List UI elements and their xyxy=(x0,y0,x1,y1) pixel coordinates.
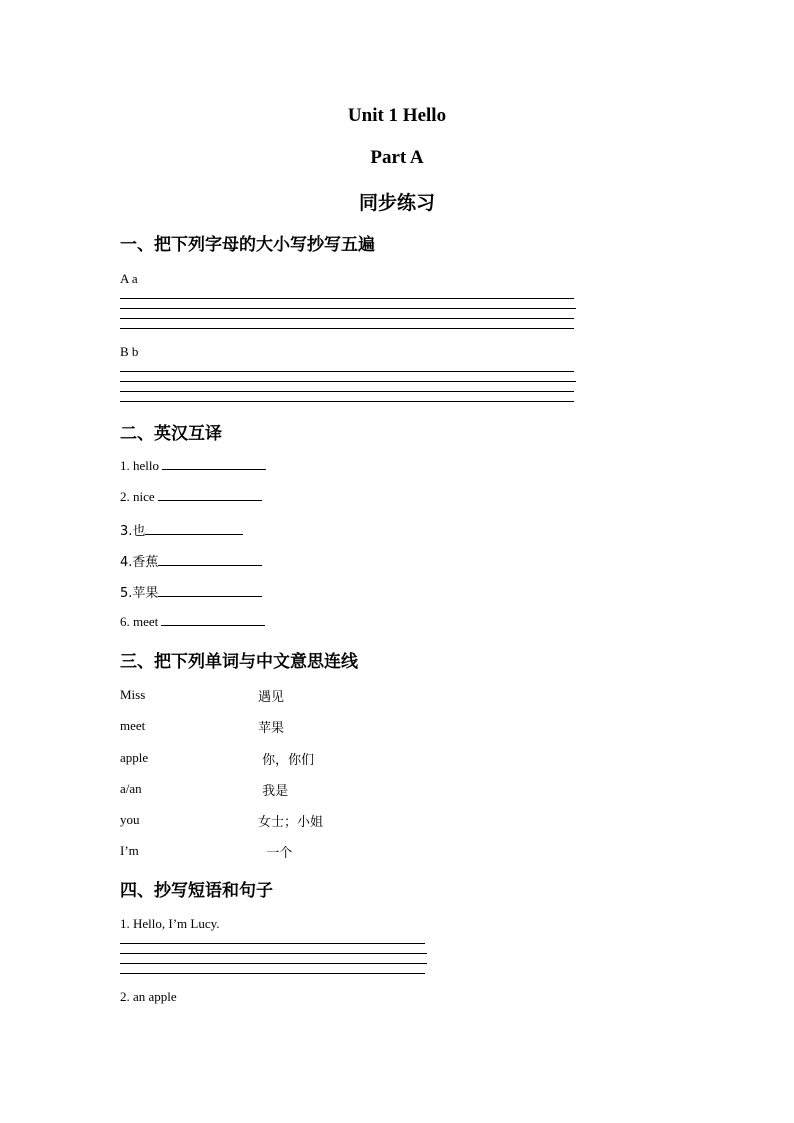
writing-line xyxy=(120,318,574,319)
letter-label-bb: B b xyxy=(120,344,139,359)
answer-blank[interactable] xyxy=(161,614,265,626)
unit-title: Unit 1 Hello xyxy=(347,105,447,126)
writing-line xyxy=(120,963,427,964)
copy-item-2: 2. an apple xyxy=(120,989,177,1004)
translate-item-label: 6. meet xyxy=(120,614,159,629)
writing-line xyxy=(120,371,574,372)
match-word[interactable]: apple xyxy=(120,750,149,765)
translate-item-4 xyxy=(120,551,262,570)
writing-line xyxy=(120,391,574,392)
match-word[interactable]: you xyxy=(120,812,140,827)
answer-blank[interactable] xyxy=(145,523,243,535)
answer-blank[interactable] xyxy=(162,458,266,470)
worksheet-subtitle: 同步练习 xyxy=(358,192,435,214)
answer-blank[interactable] xyxy=(158,585,262,597)
letter-label-aa: A a xyxy=(120,271,138,286)
match-meaning[interactable]: 一个 xyxy=(258,846,293,861)
translate-item-1 xyxy=(120,458,266,474)
writing-line xyxy=(120,298,574,299)
writing-line xyxy=(120,953,427,954)
copy-item-1: 1. Hello, I’m Lucy. xyxy=(120,916,220,931)
match-word[interactable]: Miss xyxy=(120,687,146,702)
translate-item-label: 2. nice xyxy=(120,489,155,504)
writing-line xyxy=(120,381,576,382)
match-word[interactable]: meet xyxy=(120,718,146,733)
writing-line xyxy=(120,973,425,974)
match-meaning[interactable]: 苹果 xyxy=(258,721,285,736)
writing-line xyxy=(120,308,576,309)
match-meaning[interactable]: 遇见 xyxy=(258,690,285,705)
translate-item-label: 3.也 xyxy=(120,524,146,539)
translate-item-label: 5.苹果 xyxy=(120,586,159,601)
section-2-heading: 二、英汉互译 xyxy=(120,424,222,444)
answer-blank[interactable] xyxy=(158,554,262,566)
translate-item-label: 4.香蕉 xyxy=(120,555,159,570)
writing-line xyxy=(120,401,574,402)
translate-item-6 xyxy=(120,614,265,630)
match-word[interactable]: a/an xyxy=(120,781,142,796)
translate-item-3 xyxy=(120,520,243,539)
writing-line xyxy=(120,943,425,944)
section-1-heading: 一、把下列字母的大小写抄写五遍 xyxy=(120,235,375,255)
translate-item-2 xyxy=(120,489,262,505)
part-title: Part A xyxy=(370,147,424,168)
match-meaning[interactable]: 我是 xyxy=(258,784,289,799)
match-word[interactable]: I’m xyxy=(120,843,139,858)
match-meaning[interactable]: 女士；小姐 xyxy=(258,815,324,830)
answer-blank[interactable] xyxy=(158,489,262,501)
section-4-heading: 四、抄写短语和句子 xyxy=(120,881,273,901)
translate-item-5 xyxy=(120,582,262,601)
translate-item-label: 1. hello xyxy=(120,458,159,473)
match-meaning[interactable]: 你，你们 xyxy=(258,753,315,768)
writing-line xyxy=(120,328,574,329)
section-3-heading: 三、把下列单词与中文意思连线 xyxy=(120,652,358,672)
